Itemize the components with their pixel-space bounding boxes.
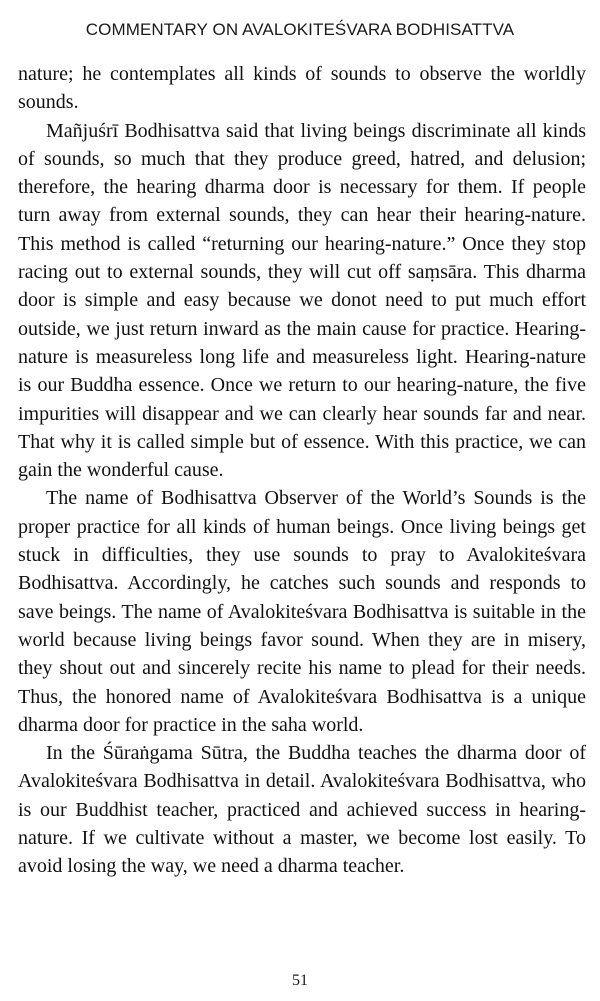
paragraph-surangama: In the Śūraṅgama Sūtra, the Buddha teaches the dharma door of Avalokiteśvara Bodhisattva in detail. Avalokiteśvara Bodhisattva, who is our Buddhist teacher, practiced and achieved success in hearing-nature. If we cultivate without a master, we become lost easily. To avoid losing the way, we need a dharma teacher. xyxy=(18,742,586,878)
page-number: 51 xyxy=(292,972,308,989)
paragraph-observer-name: The name of Bodhisattva Observer of the World’s Sounds is the proper practice for all kinds of human beings. Once living beings get stuck in difficulties, they use sounds to pray to Avalokiteśvara Bodhisattva. Accordingly, he catches such sounds and responds to save beings. The name of Avalokiteśvara Bodhisattva is suitable in the world because living beings favor sound. When they are in misery, they shout out and sincerely recite his name to plead for their needs. Thus, the honored name of Avalokiteśvara Bodhisattva is a unique dharma door for practice in the saha world. xyxy=(18,487,586,736)
paragraph-continuation: nature; he contemplates all kinds of sounds to observe the worldly sounds. xyxy=(18,63,586,114)
paragraph-manjusri: Mañjuśrī Bodhisattva said that living beings discriminate all kinds of sounds, so much that they produce greed, hatred, and delusion; therefore, the hearing dharma door is necessary for them. If people turn away from external sounds, they can hear their hearing-nature. This method is called “returning our hearing-nature.” Once they stop racing out to external sounds, they will cut off saṃsāra. This dharma door is simple and easy because we donot need to put much effort outside, we just return inward as the main cause for practice. Hearing-nature is measureless long life and measureless light. Hearing-nature is our Buddha essence. Once we return to our hearing-nature, the five impurities will disappear and we can clearly hear sounds far and near. That why it is called simple but of essence. With this practice, we can gain the wonderful cause. xyxy=(18,119,586,482)
page-body xyxy=(18,60,586,881)
running-header: COMMENTARY ON AVALOKITEŚVARA BODHISATTVA xyxy=(85,20,515,39)
